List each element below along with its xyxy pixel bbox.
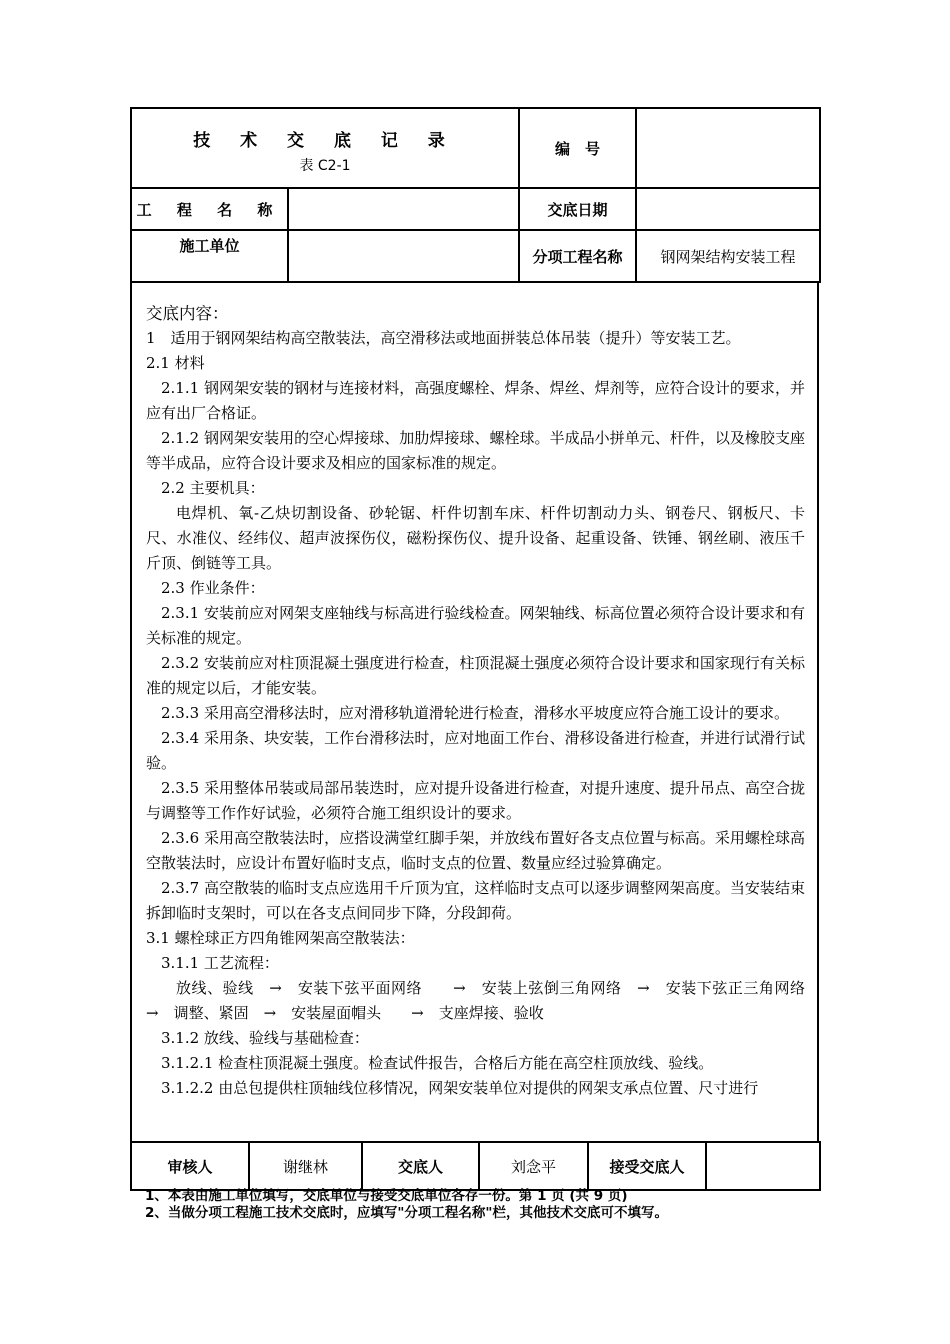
sub-project-field[interactable]: 钢网架结构安装工程 (636, 230, 820, 282)
content-paragraph: 3.1.2 放线、验线与基础检查： (161, 1029, 369, 1047)
form-title: 技 术 交 底 记 录 (193, 130, 457, 151)
sub-project-label: 分项工程名称 (519, 230, 636, 282)
number-label: 编 号 (519, 108, 636, 188)
project-name-label: 工 程 名 称 (131, 188, 288, 230)
content-paragraph: 2.3.5 采用整体吊装或局部吊装迭时，应对提升设备进行检查，对提升速度、提升吊点、高空合拢与调整等工作作好试验，必须符合施工组织设计的要求。 (146, 779, 805, 822)
project-name-field[interactable] (288, 188, 519, 230)
briefing-content (130, 283, 836, 1141)
technical-briefing-form (130, 107, 836, 1191)
content-paragraph: 2.1 材料 (146, 354, 205, 372)
date-label: 交底日期 (519, 188, 636, 230)
content-paragraph: 2.3.1 安装前应对网架支座轴线与标高进行验线检查。网架轴线、标高位置必须符合设计要求和有关标准的规定。 (146, 604, 805, 647)
reviewer-label: 审核人 (131, 1142, 249, 1190)
content-paragraph: 2.3.3 采用高空滑移法时，应对滑移轨道滑轮进行检查，滑移水平坡度应符合施工设计的要求。 (161, 704, 789, 722)
content-paragraph: 2.3.7 高空散装的临时支点应选用千斤顶为宜，这样临时支点可以逐步调整网架高度。当安装结束拆卸临时支架时，可以在各支点间同步下降，分段卸荷。 (146, 879, 805, 922)
footnote-2: 2、当做分项工程施工技术交底时，应填写"分项工程名称"栏，其他技术交底可不填写。 (145, 1205, 668, 1221)
content-paragraph: 2.2 主要机具： (161, 479, 265, 497)
construction-unit-label: 施工单位 (131, 230, 288, 282)
footnotes (145, 1188, 845, 1222)
receiver-name[interactable] (706, 1142, 820, 1190)
content-paragraph: 1 适用于钢网架结构高空散装法，高空滑移法或地面拼装总体吊装（提升）等安装工艺。 (146, 329, 741, 347)
content-paragraph: 放线、验线 → 安装下弦平面网络 → 安装上弦倒三角网络 → 安装下弦正三角网络 → 调整、紧固 → 安装屋面帽头 → 支座焊接、验收 (146, 979, 836, 1022)
content-paragraph: 2.3.4 采用条、块安装，工作台滑移法时，应对地面工作台、滑移设备进行检查，并进行试滑行试验。 (146, 729, 805, 772)
presenter-name[interactable]: 刘念平 (479, 1142, 588, 1190)
content-paragraph: 3.1 螺栓球正方四角锥网架高空散装法： (146, 929, 415, 947)
form-title-cell (131, 108, 519, 188)
header-table (130, 107, 821, 283)
form-code: 表 C2-1 (299, 157, 351, 174)
content-paragraphs (146, 326, 836, 1101)
content-heading: 交底内容： (146, 304, 229, 323)
content-paragraph: 3.1.2.1 检查柱顶混凝土强度。检查试件报告，合格后方能在高空柱顶放线、验线。 (161, 1054, 714, 1072)
presenter-label: 交底人 (362, 1142, 479, 1190)
reviewer-name[interactable]: 谢继林 (249, 1142, 362, 1190)
number-field[interactable] (636, 108, 820, 188)
content-paragraph: 2.3 作业条件： (161, 579, 265, 597)
content-paragraph: 2.3.2 安装前应对柱顶混凝土强度进行检查，柱顶混凝土强度必须符合设计要求和国家现行有关标准的规定以后，才能安装。 (146, 654, 805, 697)
content-paragraph: 2.1.2 钢网架安装用的空心焊接球、加肋焊接球、螺栓球。半成品小拼单元、杆件，以及橡胶支座等半成品，应符合设计要求及相应的国家标准的规定。 (146, 429, 805, 472)
date-field[interactable] (636, 188, 820, 230)
signature-table (130, 1141, 821, 1191)
receiver-label: 接受交底人 (588, 1142, 706, 1190)
content-paragraph: 3.1.2.2 由总包提供柱顶轴线位移情况，网架安装单位对提供的网架支承点位置、尺寸进行 (161, 1079, 759, 1097)
construction-unit-field[interactable] (288, 230, 519, 282)
content-paragraph: 3.1.1 工艺流程： (161, 954, 279, 972)
content-paragraph: 2.1.1 钢网架安装的钢材与连接材料，高强度螺栓、焊条、焊丝、焊剂等，应符合设计的要求，并应有出厂合格证。 (146, 379, 805, 422)
footnote-1: 1、本表由施工单位填写，交底单位与接受交底单位各存一份。第 1 页 (共 9 页) (145, 1188, 628, 1204)
content-paragraph: 2.3.6 采用高空散装法时，应搭设满堂红脚手架，并放线布置好各支点位置与标高。采用螺栓球高空散装法时，应设计布置好临时支点，临时支点的位置、数量应经过验算确定。 (146, 829, 805, 872)
content-paragraph: 电焊机、氧-乙炔切割设备、砂轮锯、杆件切割车床、杆件切割动力头、钢卷尺、钢板尺、卡尺、水准仪、经纬仪、超声波探伤仪，磁粉探伤仪、提升设备、起重设备、铁锤、钢丝刷、液压千斤顶、倒链等工具。 (146, 504, 805, 572)
